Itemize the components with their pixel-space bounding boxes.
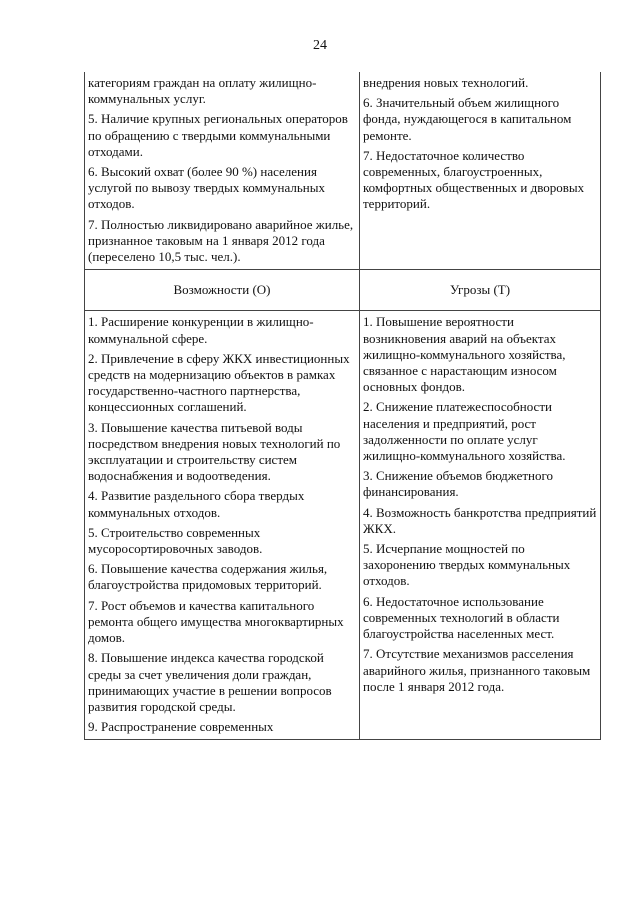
list-item: 3. Снижение объемов бюджетного финансирования. (363, 468, 554, 500)
list-item: 1. Повышение вероятности возникновения аварий на объектах жилищно-коммунального хозяйства, связанное с нарастающим износом основных фондов. (363, 314, 566, 395)
threats-cell (360, 311, 601, 740)
list-item: 6. Высокий охват (более 90 %) населения услугой по вывозу твердых коммунальных отходов. (88, 164, 325, 212)
list-item: 2. Снижение платежеспособности населения и предприятий, рост задолженности по оплате услуг жилищно-коммунального хозяйства. (363, 399, 566, 464)
list-item: 9. Распространение современных (88, 719, 274, 735)
list-item: 3. Повышение качества питьевой воды посредством внедрения новых технологий по эксплуатации и строительству систем водоснабжения и водоотведения. (88, 419, 341, 484)
opportunities-cell (85, 311, 360, 740)
list-item: 6. Недостаточное использование современных технологий в области благоустройства населенных мест. (363, 593, 560, 642)
page-number: 24 (313, 38, 327, 53)
table-row (85, 311, 601, 740)
list-item: 5. Исчерпание мощностей по захоронению твердых коммунальных отходов. (363, 541, 571, 589)
weaknesses-continuation-right (360, 72, 601, 270)
threats-header: Угрозы (Т) (360, 270, 601, 311)
list-item: 5. Строительство современных мусоросортировочных заводов. (88, 524, 263, 557)
weaknesses-continuation-left (85, 72, 360, 270)
list-item: 7. Отсутствие механизмов расселения аварийного жилья, признанного таковым после 1 января 2012 года. (363, 646, 591, 694)
swot-table (84, 72, 601, 740)
list-item: 1. Расширение конкуренции в жилищно-коммунальной сфере. (88, 314, 314, 346)
table-header-row (85, 270, 601, 311)
list-item: 7. Недостаточное количество современных, благоустроенных, комфортных общественных и дворовых территорий. (363, 147, 585, 212)
list-item: внедрения новых технологий. (363, 75, 529, 90)
list-item: 4. Развитие раздельного сбора твердых коммунальных отходов. (88, 488, 305, 520)
list-item: 6. Повышение качества содержания жилья, благоустройства придомовых территорий. (88, 561, 328, 593)
list-item: 8. Повышение индекса качества городской среды за счет увеличения доли граждан, принимающих участие в решении вопросов развития городской среды. (88, 650, 332, 714)
opportunities-header: Возможности (О) (85, 270, 360, 311)
list-item: 2. Привлечение в сферу ЖКХ инвестиционных средств на модернизацию объектов в рамках государственно-частного партнерства, концессионных соглашений. (88, 350, 350, 415)
table-row (85, 72, 601, 270)
list-item: 4. Возможность банкротства предприятий ЖКХ. (363, 504, 597, 536)
list-item: 7. Рост объемов и качества капитального ремонта общего имущества многоквартирных домов. (88, 597, 344, 646)
list-item: категориям граждан на оплату жилищно-коммунальных услуг. (88, 75, 317, 107)
list-item: 7. Полностью ликвидировано аварийное жилье, признанное таковым на 1 января 2012 года (переселено 10,5 тыс. чел.). (88, 216, 354, 265)
list-item: 5. Наличие крупных региональных операторов по обращению с твердыми коммунальными отходами. (88, 111, 348, 159)
list-item: 6. Значительный объем жилищного фонда, нуждающегося в капитальном ремонте. (363, 95, 572, 143)
